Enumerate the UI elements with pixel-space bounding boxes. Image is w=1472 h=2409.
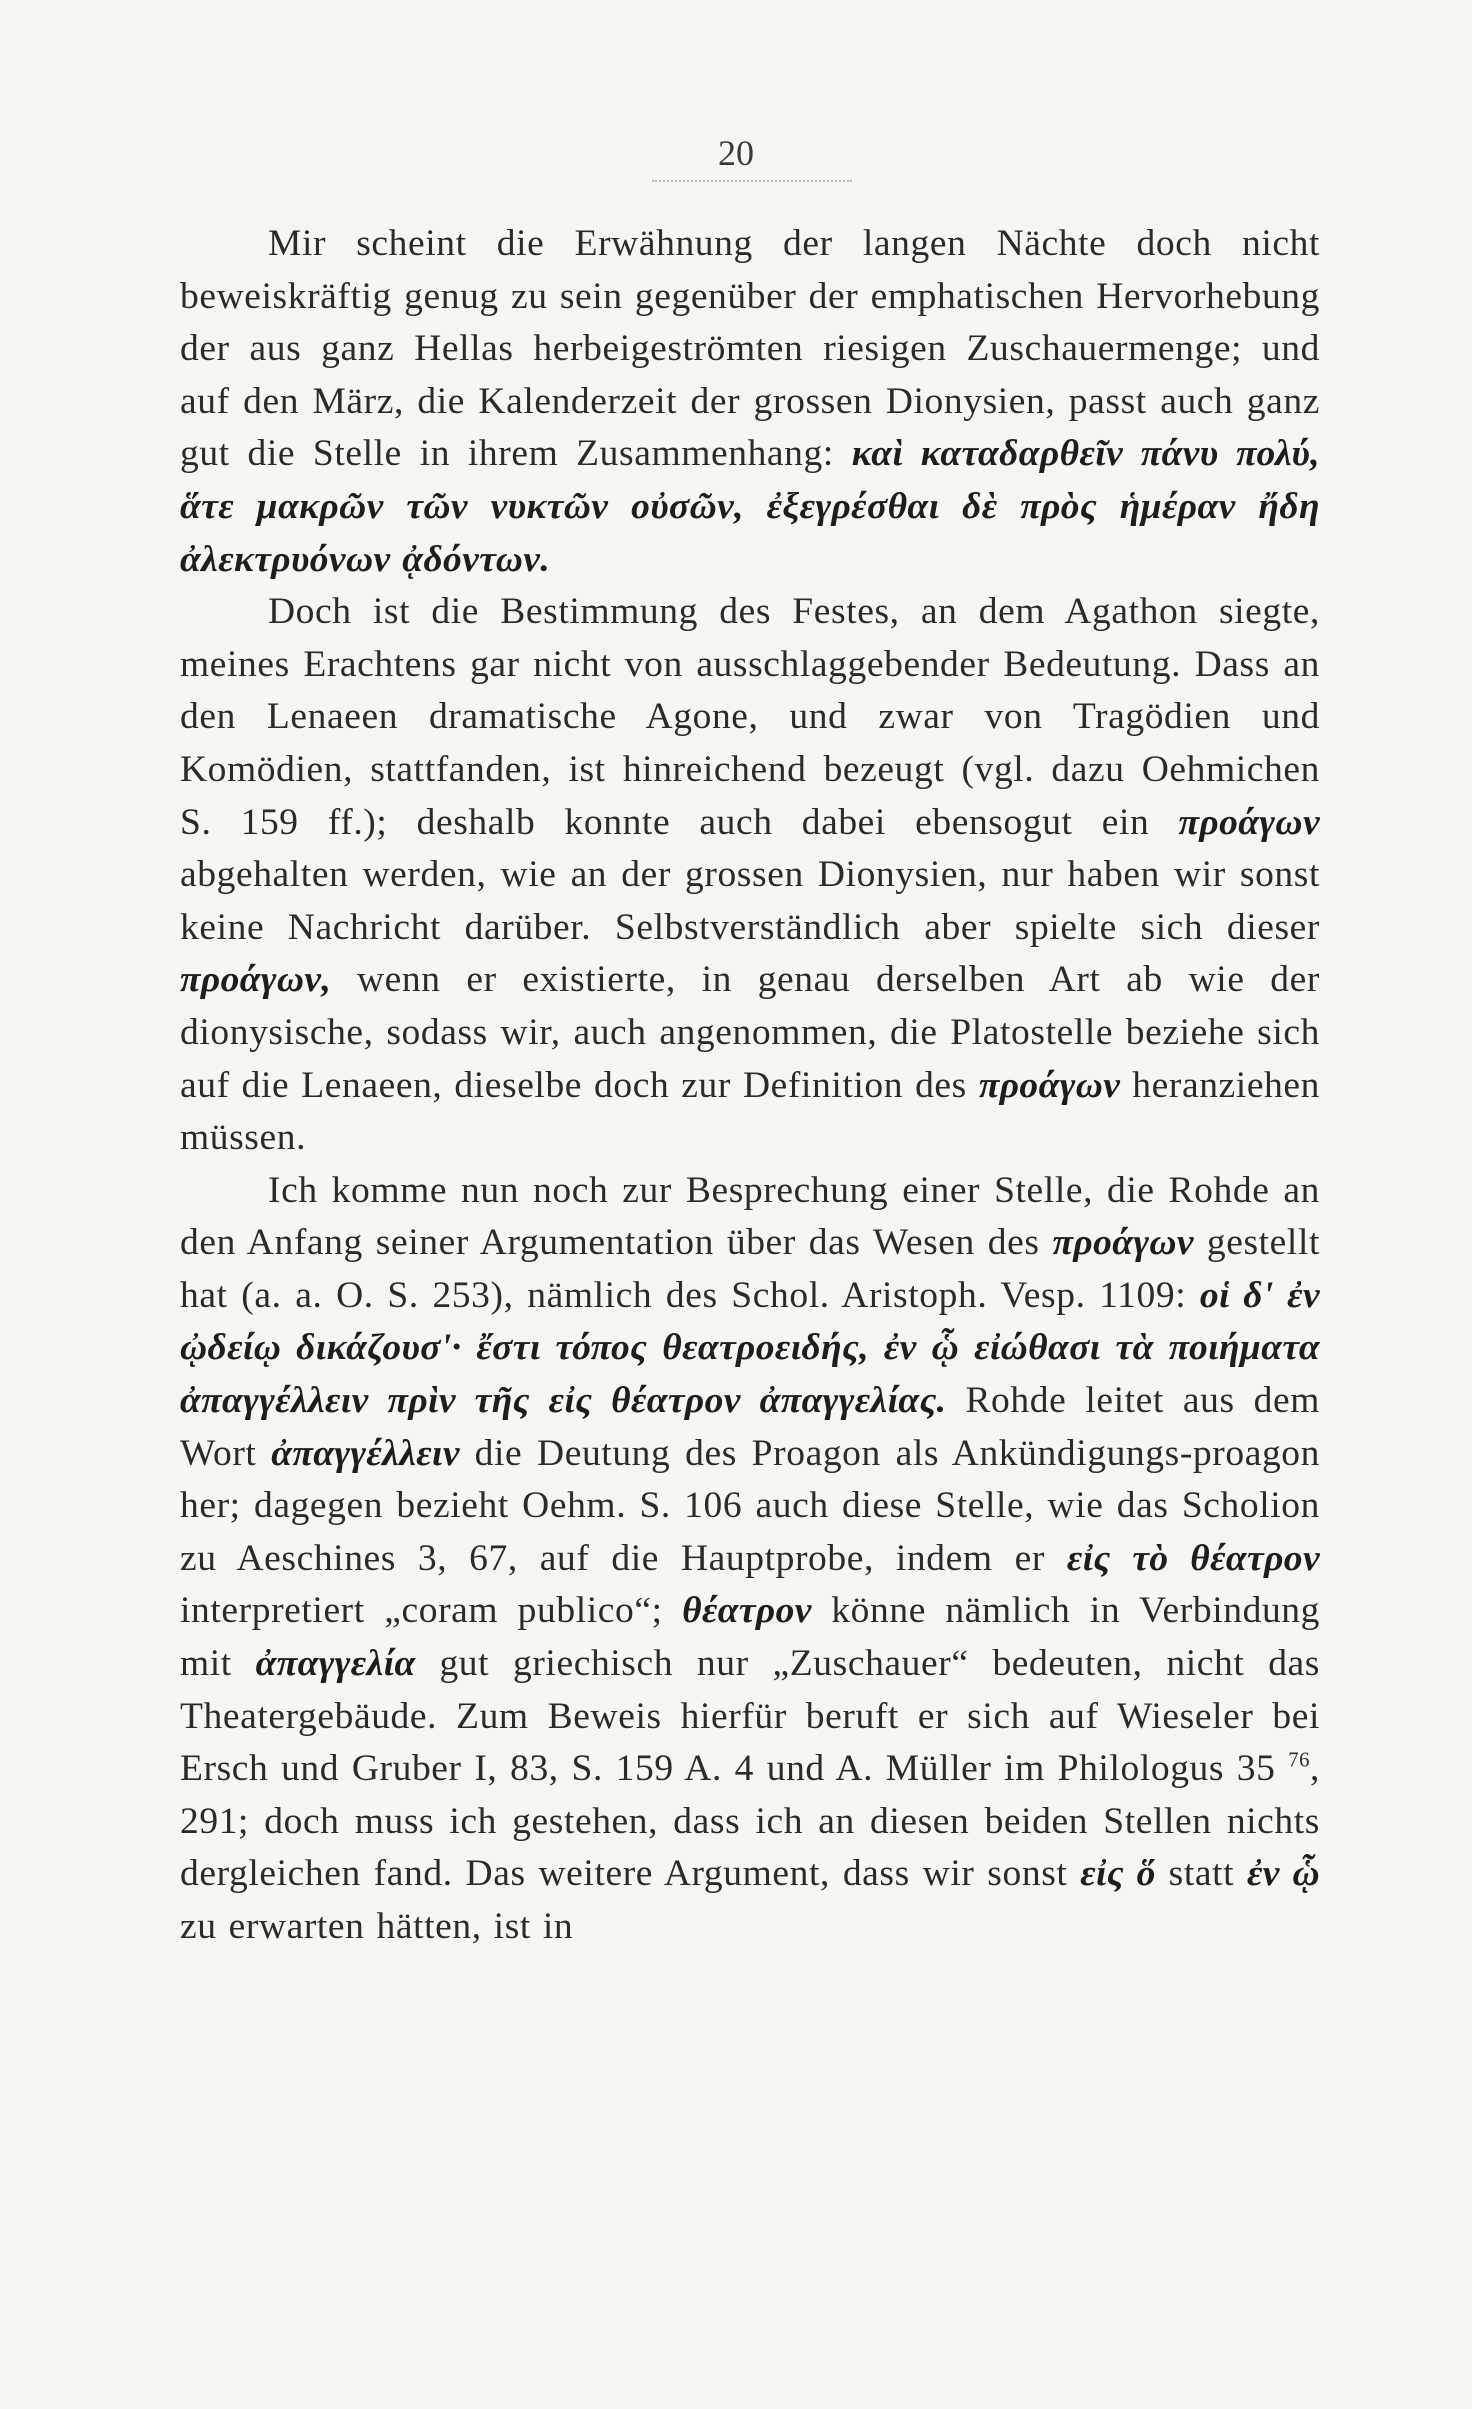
header-divider — [652, 180, 852, 184]
greek-quote: προάγων — [978, 1064, 1121, 1106]
body-text — [180, 218, 1320, 1954]
text-run: , 291; doch muss ich gestehen, dass ich an diesen beiden Stellen nichts dergleichen fand. Das weitere Argument, dass wir sonst — [180, 1748, 1320, 1895]
text-run: statt — [1155, 1853, 1247, 1895]
greek-quote: εἰς τὸ θέατρον — [1066, 1537, 1320, 1579]
text-run: die Deutung des Proagon als Ankündigungs-proagon her; dagegen bezieht Oehm. S. 106 auch diese Stelle, wie das Scholion zu Aeschines 3, 67, auf die Hauptprobe, indem er — [180, 1432, 1320, 1579]
text-run: gut griechisch nur „Zuschauer“ bedeuten, nicht das Theatergebäude. Zum Beweis hierfür beruft er sich auf Wieseler bei Ersch und Gruber I, 83, S. 159 A. 4 und A. Müller im Philologus 35 — [180, 1643, 1320, 1790]
text-run: abgehalten werden, wie an der grossen Dionysien, nur haben wir sonst keine Nachricht darüber. Selbstverständlich aber spielte sich dieser — [180, 854, 1320, 948]
greek-quote: εἰς ὅ — [1080, 1853, 1156, 1895]
greek-quote: προάγων — [1052, 1222, 1194, 1264]
greek-quote: καὶ καταδαρθεῖν πάνυ πολύ, ἅτε μακρῶν τῶν νυκτῶν οὐσῶν, ἐξεγρέσθαι δὲ πρὸς ἡμέραν ἤδη ἀλεκτρυόνων ᾀδόντων. — [180, 433, 1320, 580]
greek-quote: ἀπαγγέλλειν — [271, 1432, 460, 1474]
paragraph-1 — [180, 218, 1320, 586]
text-run: Ich komme nun noch zur Besprechung einer Stelle, die Rohde an den Anfang seiner Argumentation über das Wesen des — [180, 1169, 1320, 1264]
greek-quote: προάγων — [1178, 801, 1320, 843]
page-number: 20 — [718, 133, 754, 173]
paragraph-2 — [180, 586, 1320, 1165]
text-run: interpretiert „coram publico“; — [180, 1590, 683, 1632]
text-run: zu erwarten hätten, ist in — [180, 1906, 574, 1947]
superscript: 76 — [1288, 1749, 1311, 1772]
text-run: könne nämlich in Verbindung mit — [180, 1590, 1320, 1685]
text-run: gestellt hat (a. a. O. S. 253), nämlich des Schol. Aristoph. Vesp. 1109: — [180, 1222, 1320, 1316]
text-run: heranziehen müssen. — [180, 1064, 1321, 1159]
greek-quote: προάγων, — [180, 959, 332, 1001]
greek-quote: ἐν ᾧ — [1247, 1853, 1320, 1895]
text-run: wenn er existierte, in genau derselben Art ab wie der dionysische, sodass wir, auch angenommen, die Platostelle beziehe sich auf die Lenaeen, dieselbe doch zur Definition des — [180, 959, 1320, 1106]
text-run: Rohde leitet aus dem Wort — [180, 1380, 1320, 1474]
text-run: Doch ist die Bestimmung des Festes, an dem Agathon siegte, meines Erachtens gar nicht von ausschlaggebender Bedeutung. Dass an den Lenaeen dramatische Agone, und zwar von Tragödien und Komödien, stattfanden, ist hinreichend bezeugt (vgl. dazu Oehmichen S. 159 ff.); deshalb konnte auch dabei ebensogut ein — [180, 591, 1320, 843]
greek-quote: θέατρον — [682, 1590, 812, 1632]
paragraph-3 — [180, 1165, 1320, 1954]
greek-quote: οἱ δ' ἐν ᾠδείῳ δικάζουσ'· ἔστι τόπος θεατροειδής, ἐν ᾧ εἰώθασι τὰ ποιήματα ἀπαγγέλλειν πρὶν τῆς εἰς θέατρον ἀπαγγελίας. — [180, 1274, 1320, 1422]
text-run: Mir scheint die Erwähnung der langen Nächte doch nicht beweiskräftig genug zu sein gegenüber der emphatischen Hervorhebung der aus ganz Hellas herbeigeströmten riesigen Zuschauermenge; und auf den März, die Kalenderzeit der grossen Dionysien, passt auch ganz gut die Stelle in ihrem Zusammenhang: — [180, 223, 1320, 475]
greek-quote: ἀπαγγελία — [255, 1643, 416, 1685]
